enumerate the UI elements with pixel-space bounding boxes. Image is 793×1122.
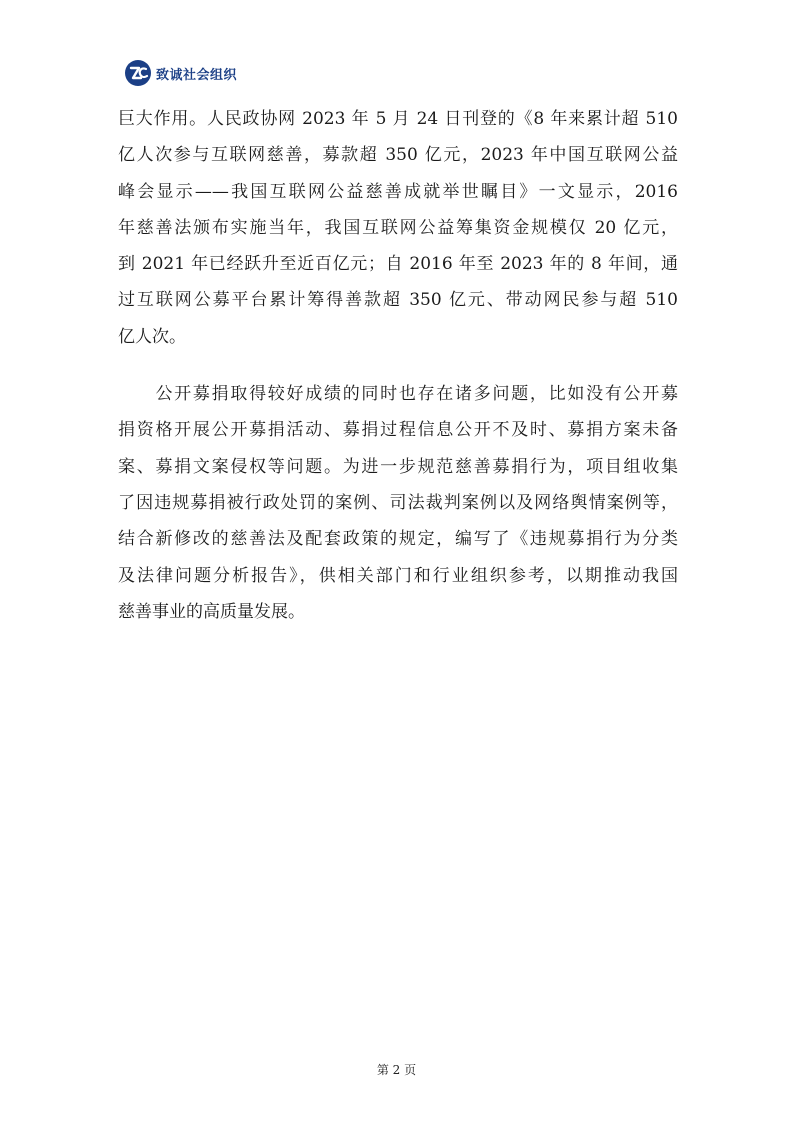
text-line: 年慈善法颁布实施当年，我国互联网公益筹集资金规模仅 20 亿元， <box>118 217 678 238</box>
text-line: 亿人次参与互联网慈善，募款超 350 亿元，2023 年中国互联网公益 <box>118 145 678 166</box>
document-body <box>118 101 678 630</box>
text-line: 了因违规募捐被行政处罚的案例、司法裁判案例以及网络舆情案例等， <box>118 492 678 513</box>
paragraph-2 <box>118 376 678 630</box>
page-header <box>124 58 237 88</box>
text-line: 案、募捐文案侵权等问题。为进一步规范慈善募捐行为，项目组收集 <box>118 456 678 477</box>
text-line: 及法律问题分析报告》，供相关部门和行业组织参考，以期推动我国 <box>118 565 678 586</box>
text-line: 亿人次。 <box>118 326 186 347</box>
text-line: 公开募捐取得较好成绩的同时也存在诸多问题，比如没有公开募 <box>118 384 678 405</box>
paragraph-spacer <box>118 355 678 376</box>
text-line: 巨大作用。人民政协网 2023 年 5 月 24 日刊登的《8 年来累计超 510 <box>118 109 678 129</box>
text-line: 到 2021 年已经跃升至近百亿元；自 2016 年至 2023 年的 8 年间，通 <box>118 254 678 275</box>
page-number: 第 2 页 <box>376 1063 417 1077</box>
text-line: 峰会显示——我国互联网公益慈善成就举世瞩目》一文显示，2016 <box>118 181 678 202</box>
org-name: 致诚社会组织 <box>156 67 238 83</box>
text-line: 过互联网公募平台累计筹得善款超 350 亿元、带动网民参与超 510 <box>118 290 678 311</box>
zc-logo-icon <box>124 59 152 87</box>
paragraph-1 <box>118 101 678 355</box>
text-line: 捐资格开展公开募捐活动、募捐过程信息公开不及时、募捐方案未备 <box>118 420 678 441</box>
text-line: 结合新修改的慈善法及配套政策的规定，编写了《违规募捐行为分类 <box>118 529 678 550</box>
text-line: 慈善事业的高质量发展。 <box>118 601 305 622</box>
